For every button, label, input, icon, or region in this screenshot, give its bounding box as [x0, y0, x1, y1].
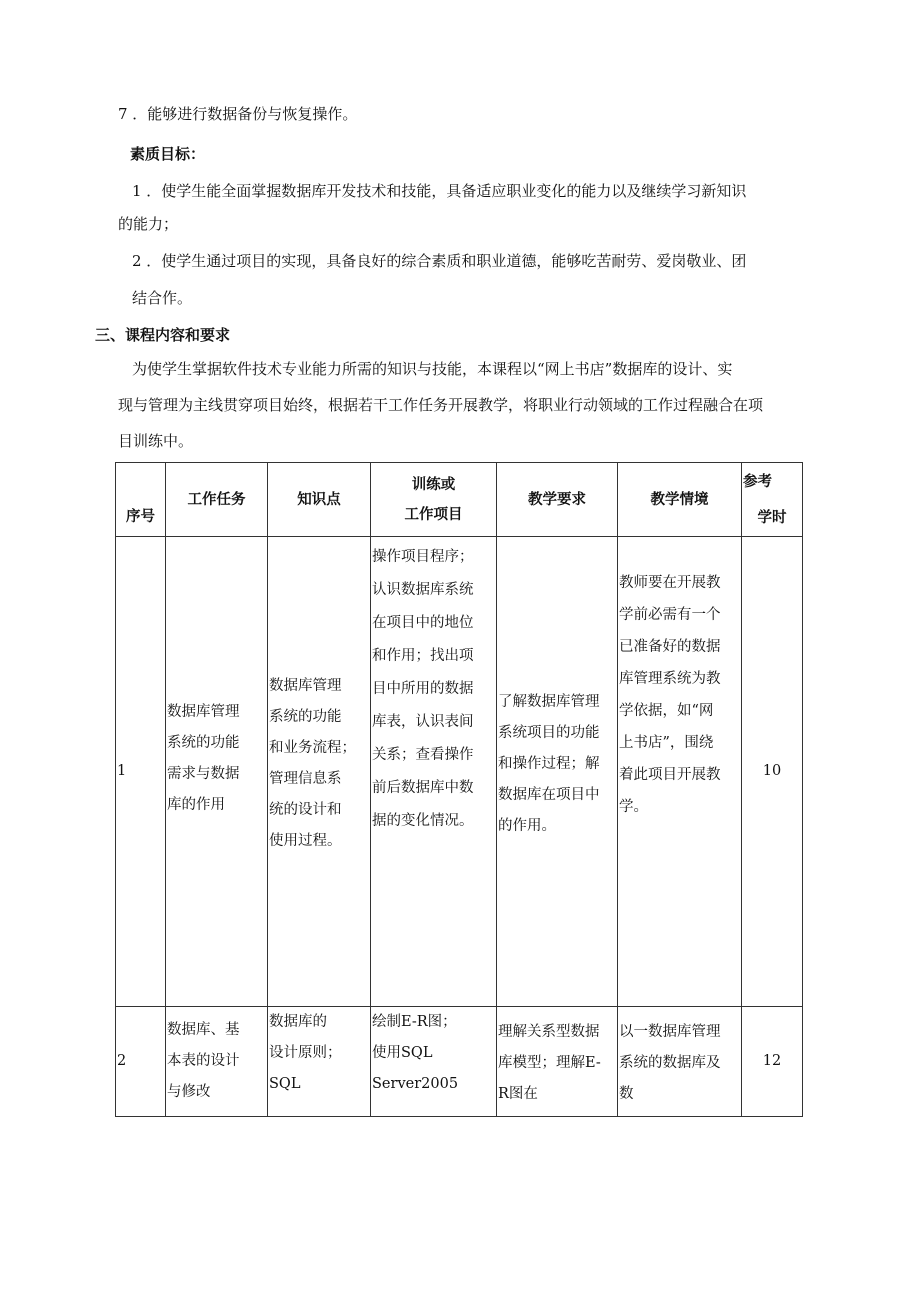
cell-requirements: 理解关系型数据 库模型；理解E- R图在	[497, 1007, 618, 1117]
cell-task: 数据库、基 本表的设计 与修改	[166, 1007, 268, 1117]
cell-knowledge: 数据库管理 系统的功能 和业务流程； 管理信息系 统的设计和 使用过程。	[268, 537, 371, 1007]
cell-context: 教师要在开展教 学前必需有一个 已准备好的数据 库管理系统为教 学依据，如“网 上书店”，围绕 着此项目开展教 学。	[618, 537, 742, 1007]
header-seq: 序号	[116, 463, 166, 537]
section-heading: 三、课程内容和要求	[95, 326, 231, 344]
header-training: 训练或 工作项目	[371, 463, 497, 537]
intro-line-1: 为使学生掌据软件技术专业能力所需的知识与技能，本课程以“网上书店”数据库的设计、实	[132, 360, 733, 378]
objective-item-7: 7 ．能够进行数据备份与恢复操作。	[118, 105, 358, 123]
intro-line-3: 目训练中。	[118, 432, 194, 450]
header-knowledge: 知识点	[268, 463, 371, 537]
header-context: 教学情境	[618, 463, 742, 537]
table-row	[116, 1007, 803, 1117]
cell-training: 绘制E-R图； 使用SQL Server2005	[371, 1007, 497, 1117]
cell-hours: 10	[742, 537, 803, 1007]
cell-training: 操作项目程序； 认识数据库系统 在项目中的地位 和作用；找出项 目中所用的数据 库表，认识表间 关系；查看操作 前后数据库中数 据的变化情况。	[371, 537, 497, 1007]
cell-knowledge: 数据库的 设计原则； SQL	[268, 1007, 371, 1117]
quality-objectives-heading: 素质目标：	[130, 145, 206, 163]
cell-seq: 2	[116, 1007, 166, 1117]
header-task: 工作任务	[166, 463, 268, 537]
intro-line-2: 现与管理为主线贯穿项目始终，根据若干工作任务开展教学，将职业行动领域的工作过程融合在项	[118, 396, 764, 414]
quality-item-2-cont: 结合作。	[132, 289, 193, 307]
cell-seq: 1	[116, 537, 166, 1007]
course-content-table	[115, 462, 803, 1117]
cell-requirements: 了解数据库管理 系统项目的功能 和操作过程；解 数据库在项目中 的作用。	[497, 537, 618, 1007]
cell-context: 以一数据库管理 系统的数据库及 数	[618, 1007, 742, 1117]
quality-item-1: 1 ．使学生能全面掌握数据库开发技术和技能，具备适应职业变化的能力以及继续学习新知识	[132, 182, 747, 200]
table-header-row	[116, 463, 803, 537]
header-hours: 参考 学时	[742, 463, 803, 537]
cell-hours: 12	[742, 1007, 803, 1117]
quality-item-2: 2 ．使学生通过项目的实现，具备良好的综合素质和职业道德，能够吃苦耐劳、爱岗敬业、团	[132, 252, 747, 270]
table-row	[116, 537, 803, 1007]
cell-task: 数据库管理 系统的功能 需求与数据 库的作用	[166, 537, 268, 1007]
header-requirements: 教学要求	[497, 463, 618, 537]
quality-item-1-cont: 的能力；	[118, 215, 179, 233]
